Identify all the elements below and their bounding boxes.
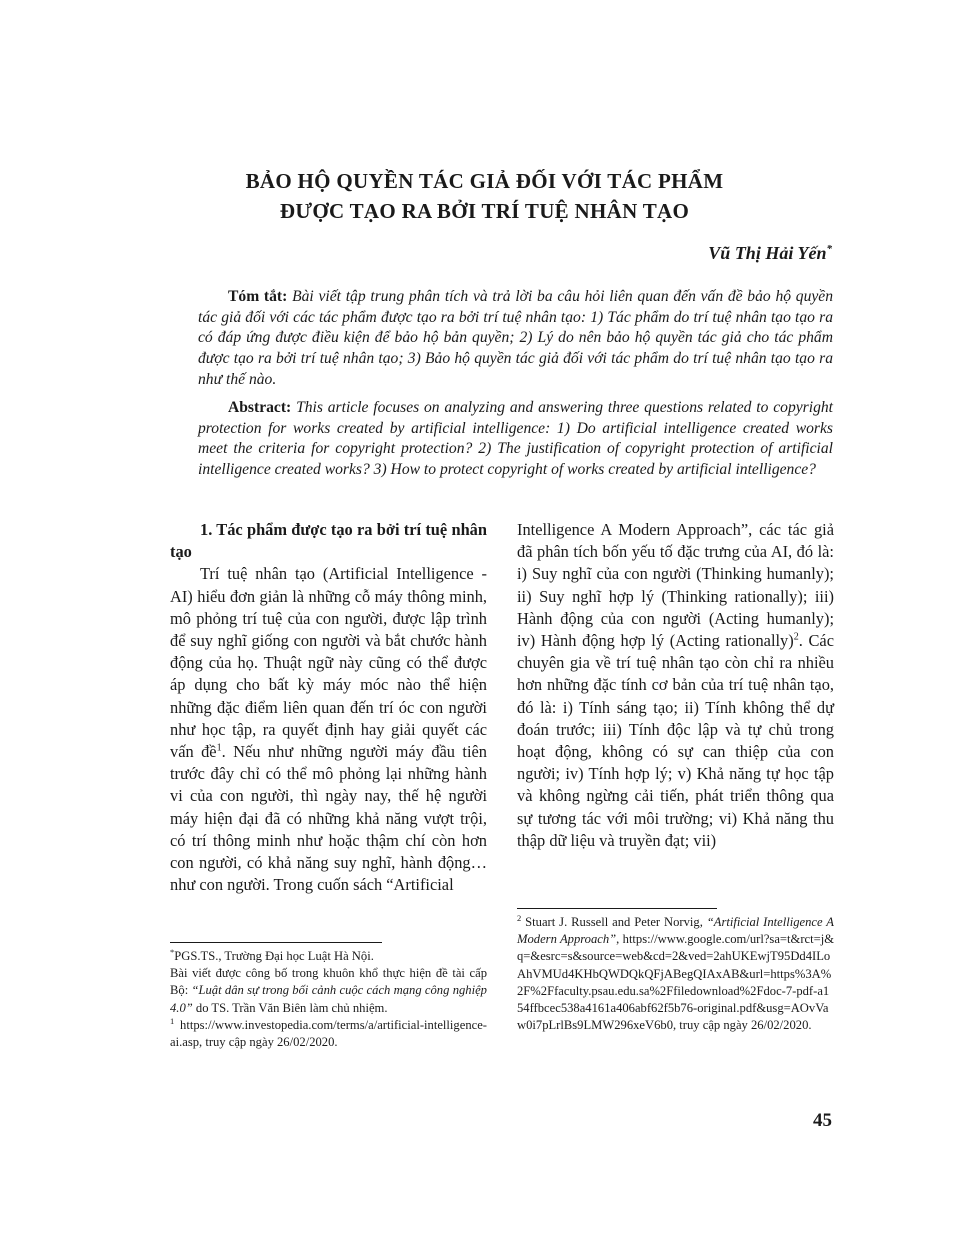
abstract-en-text: This article focuses on analyzing and answering three questions related to copyright protection for works created by artificial intelligence: 1) Do artificial intelligence created works meet the criteria for copyright protection? 2) The justification of copyright protection of artificial intelligence created works? 3) How to protect copyright of works created by artificial intelligence? <box>198 399 833 479</box>
footnote-1-mark: 1 <box>170 1015 175 1026</box>
footnotes-right <box>517 914 834 1034</box>
body-paragraph-1 <box>170 563 487 896</box>
article-title <box>150 166 819 226</box>
para2-text-a: Intelligence A Modern Approach”, các tác giả đã phân tích bốn yếu tố đặc trưng của AI, đó là: i) Suy nghĩ của con người (Thinking humanly); ii) Suy nghĩ hợp lý (Thinking rationally); iii) Hành động của con người (Acting humanly); iv) Hành động hợp lý (Acting rationally) <box>517 520 834 651</box>
footnote-separator-right <box>517 908 717 909</box>
right-column <box>517 519 834 852</box>
footnote-ref-2: 2 <box>793 631 799 643</box>
author-footnote-mark: * <box>826 243 832 255</box>
footnote-project-b: do TS. Trần Văn Biên làm chủ nhiệm. <box>192 1000 388 1015</box>
para1-text-b: . Nếu như những người máy đầu tiên trước đây chỉ có thể mô phỏng lại những hành vi của con người, thì ngày nay, thế hệ người máy hiện đại đã có những khả năng vượt trội, có trí thông minh như hoặc thậm chí còn hơn con người, có khả năng suy nghĩ, hành động… như con người. Trong cuốn sách “Artificial <box>170 742 487 895</box>
footnote-2-book-title: “Artificial Intelligence A Modern Approach” <box>517 915 834 947</box>
author-text: Vũ Thị Hải Yến <box>708 243 827 263</box>
abstract-vi-label: Tóm tắt: <box>228 288 288 305</box>
para1-text-a: Trí tuệ nhân tạo (Artificial Intelligence - AI) hiểu đơn giản là những cỗ máy thông minh, mô phỏng trí tuệ của con người, được lập trình để suy nghĩ giống con người và bắt chước hành động của họ. Thuật ngữ này cũng có thể được áp dụng cho bất kỳ máy móc nào thể hiện những đặc điểm liên quan đến trí óc con người như học tập, ra quyết định hay giải quyết các vấn đề <box>170 564 487 762</box>
abstract-english <box>198 398 833 481</box>
author-name <box>708 243 832 264</box>
abstract-vi-text: Bài viết tập trung phân tích và trả lời ba câu hỏi liên quan đến vấn đề bảo hộ quyền tác giả đối với các tác phẩm được tạo ra bởi trí tuệ nhân tạo: 1) Tác phẩm do trí tuệ nhân tạo tạo ra có đáp ứng được điều kiện để bảo hộ bản quyền; 2) Lý do nên bảo hộ quyền tác giả cho tác phẩm được tạo ra bởi trí tuệ nhân tạo; 3) Bảo hộ quyền tác giả đối với tác phẩm do trí tuệ nhân tạo tạo ra như thế nào. <box>198 288 834 388</box>
footnote-project-a: Bài viết được công bố trong khuôn khổ thực hiện đề tài cấp Bộ: <box>170 966 487 998</box>
footnote-2-mark: 2 <box>517 912 522 923</box>
footnote-ref-1: 1 <box>216 742 222 754</box>
footnote-2 <box>517 914 834 1034</box>
footnote-1-text: https://www.investopedia.com/terms/a/artificial-intelligence-ai.asp, truy cập ngày 26/02/2020. <box>170 1017 487 1050</box>
section-heading: 1. Tác phẩm được tạo ra bởi trí tuệ nhân tạo <box>170 520 487 562</box>
title-line-1: BẢO HỘ QUYỀN TÁC GIẢ ĐỐI VỚI TÁC PHẨM <box>245 169 724 193</box>
footnote-1 <box>170 1017 487 1051</box>
abstract-en-label: Abstract: <box>228 399 292 416</box>
page-number: 45 <box>813 1110 832 1131</box>
para2-text-b: . Các chuyên gia về trí tuệ nhân tạo còn chỉ ra nhiều hơn những đặc tính cơ bản của trí tuệ nhân tạo, đó là: i) Tính sáng tạo; ii) Tính không thể dự đoán trước; iii) Tính độc lập và tự chủ trong hoạt động, không có sự can thiệp của con người; iv) Tính hợp lý; v) Khả năng tự học tập và không ngừng cải tiến, phát triển thông qua sự tương tác với môi trường; vi) Khả năng thu thập dữ liệu và truyền đạt; vii) <box>517 631 834 850</box>
footnote-star-mark: * <box>170 946 175 957</box>
body-paragraph-continued <box>517 519 834 852</box>
footnote-2-text-a: Stuart J. Russell and Peter Norvig, <box>521 915 707 929</box>
footnote-star-text: PGS.TS., Trường Đại học Luật Hà Nội. <box>174 949 374 963</box>
title-line-2: ĐƯỢC TẠO RA BỞI TRÍ TUỆ NHÂN TẠO <box>279 199 690 223</box>
footnote-project-title: “Luật dân sự trong bối cảnh cuộc cách mạng công nghiệp 4.0” <box>170 983 487 1015</box>
footnote-2-text-b: , https://www.google.com/url?sa=t&rct=j&q=&esrc=s&source=web&cd=2&ved=2ahUKEwjT95Dd4ILoAhVMUd4KHbQWDQkQFjABegQIAxAB&url=https%3A%2F%2Ffaculty.psau.edu.sa%2Ffiledownload%2Fdoc-7-pdf-a154ffbcec538a4161a406abf62f5b76-original.pdf&usg=AOvVaw0i7pLrlBs9LMW296xeV6b0, truy cập ngày 26/02/2020. <box>517 932 834 1033</box>
footnote-project <box>170 965 487 1017</box>
footnote-author <box>170 948 487 965</box>
abstract-vietnamese <box>198 287 833 391</box>
left-column <box>170 519 487 896</box>
footnotes-left <box>170 948 487 1051</box>
footnote-separator-left <box>170 942 382 943</box>
